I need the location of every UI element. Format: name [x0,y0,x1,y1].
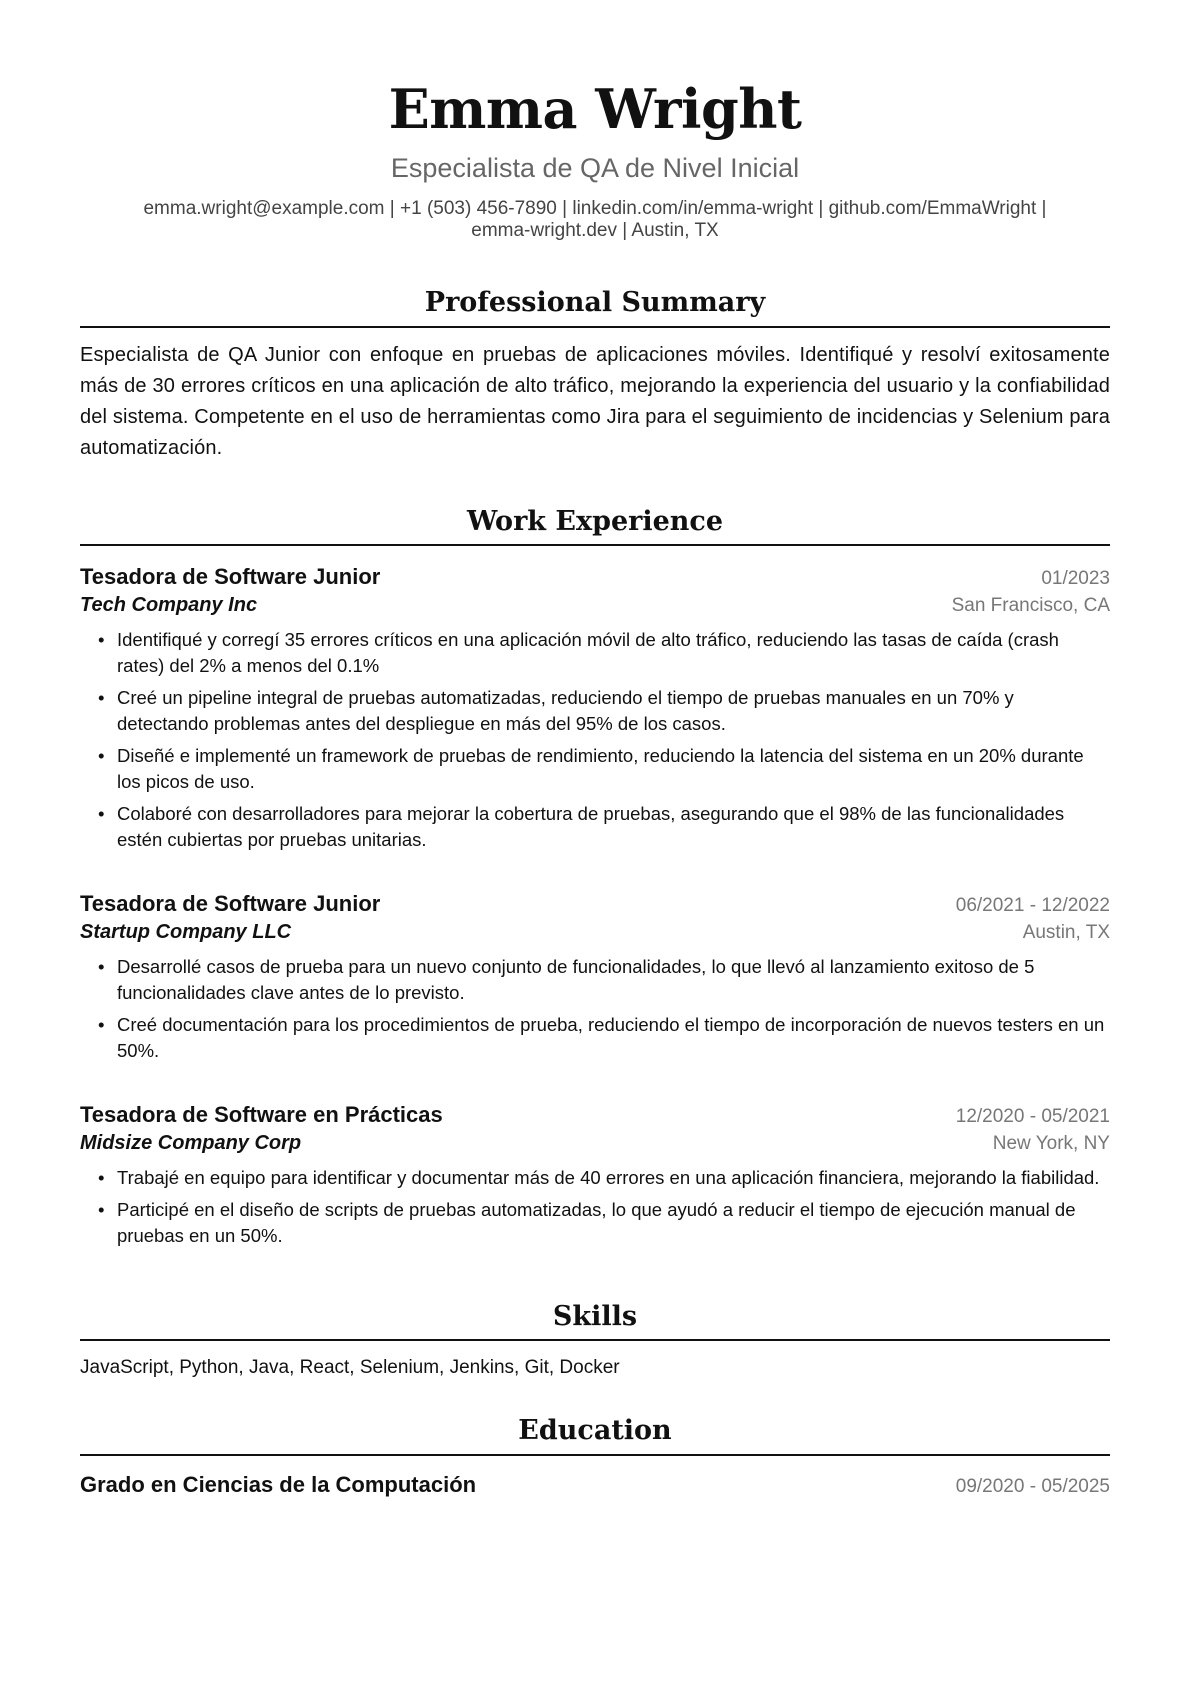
education-entry [80,1472,1110,1498]
candidate-title: Especialista de QA de Nivel Inicial [390,153,800,183]
contact-info [80,198,1110,244]
degree-name: Grado en Ciencias de la Computación [80,1471,477,1497]
job-bullets [80,627,1110,853]
bullet-item: • Trabajé en equipo para identificar y documentar más de 40 errores en una aplicación financiera, mejorando la fiabilidad. [117,1165,1110,1191]
education-section [80,1415,1110,1497]
job-title: Tesadora de Software Junior [80,564,381,590]
job-entry [80,564,1110,853]
job-location: New York, NY [992,1133,1110,1155]
job-date: 01/2023 [1041,568,1110,590]
contact-line-1: emma.wright@example.com | +1 (503) 456-7890 | linkedin.com/in/emma-wright | github.com/EmmaWright | [143,197,1047,219]
skills-section [80,1301,1110,1379]
bullet-item: • Identifiqué y corregí 35 errores críticos en una aplicación móvil de alto tráfico, reduciendo las tasas de caída (crash rates) del 2% a menos del 0.1% [117,627,1110,679]
skills-heading: Skills [80,1301,1110,1341]
company-name: Startup Company LLC [80,921,292,944]
bullet-item: • Creé documentación para los procedimientos de prueba, reduciendo el tiempo de incorporación de nuevos testers en un 50%. [117,1012,1110,1064]
summary-section [80,287,1110,463]
education-heading: Education [80,1415,1110,1455]
job-bullets [80,1165,1110,1249]
job-date: 06/2021 - 12/2022 [955,895,1110,917]
job-entry [80,891,1110,1064]
skills-list: JavaScript, Python, Java, React, Selenium, Jenkins, Git, Docker [80,1357,620,1379]
company-name: Midsize Company Corp [80,1132,302,1155]
experience-section [80,506,1110,1249]
job-title: Tesadora de Software en Prácticas [80,1102,443,1128]
bullet-item: • Creé un pipeline integral de pruebas automatizadas, reduciendo el tiempo de pruebas manuales en un 70% y detectando problemas antes del despliegue en más del 95% de los casos. [117,685,1110,737]
education-date: 09/2020 - 05/2025 [955,1475,1110,1497]
bullet-item: • Diseñé e implementé un framework de pruebas de rendimiento, reduciendo la latencia del sistema en un 20% durante los picos de uso. [117,743,1110,795]
resume-header [80,77,1110,243]
experience-heading: Work Experience [80,506,1110,546]
summary-heading: Professional Summary [80,287,1110,327]
summary-text: Especialista de QA Junior con enfoque en pruebas de aplicaciones móviles. Identifiqué y resolví exitosamente más de 30 errores críticos en una aplicación de alto tráfico, mejorando la experiencia del usuario y la confiabilidad del sistema. Competente en el uso de herramientas como Jira para el seguimiento de incidencias y Selenium para automatización. [80,343,1110,459]
company-name: Tech Company Inc [80,594,258,617]
candidate-name: Emma Wright [388,77,802,141]
job-location: San Francisco, CA [951,595,1110,617]
job-location: Austin, TX [1022,922,1110,944]
job-date: 12/2020 - 05/2021 [955,1106,1110,1128]
contact-line-2: emma-wright.dev | Austin, TX [471,220,719,242]
job-title: Tesadora de Software Junior [80,891,381,917]
bullet-item: • Participé en el diseño de scripts de pruebas automatizadas, lo que ayudó a reducir el tiempo de ejecución manual de pruebas en un 50%. [117,1197,1110,1249]
job-bullets [80,954,1110,1064]
bullet-item: • Colaboré con desarrolladores para mejorar la cobertura de pruebas, asegurando que el 98% de las funcionalidades estén cubiertas por pruebas unitarias. [117,801,1110,853]
bullet-item: • Desarrollé casos de prueba para un nuevo conjunto de funcionalidades, lo que llevó al lanzamiento exitoso de 5 funcionalidades clave antes de lo previsto. [117,954,1110,1006]
job-entry [80,1102,1110,1249]
